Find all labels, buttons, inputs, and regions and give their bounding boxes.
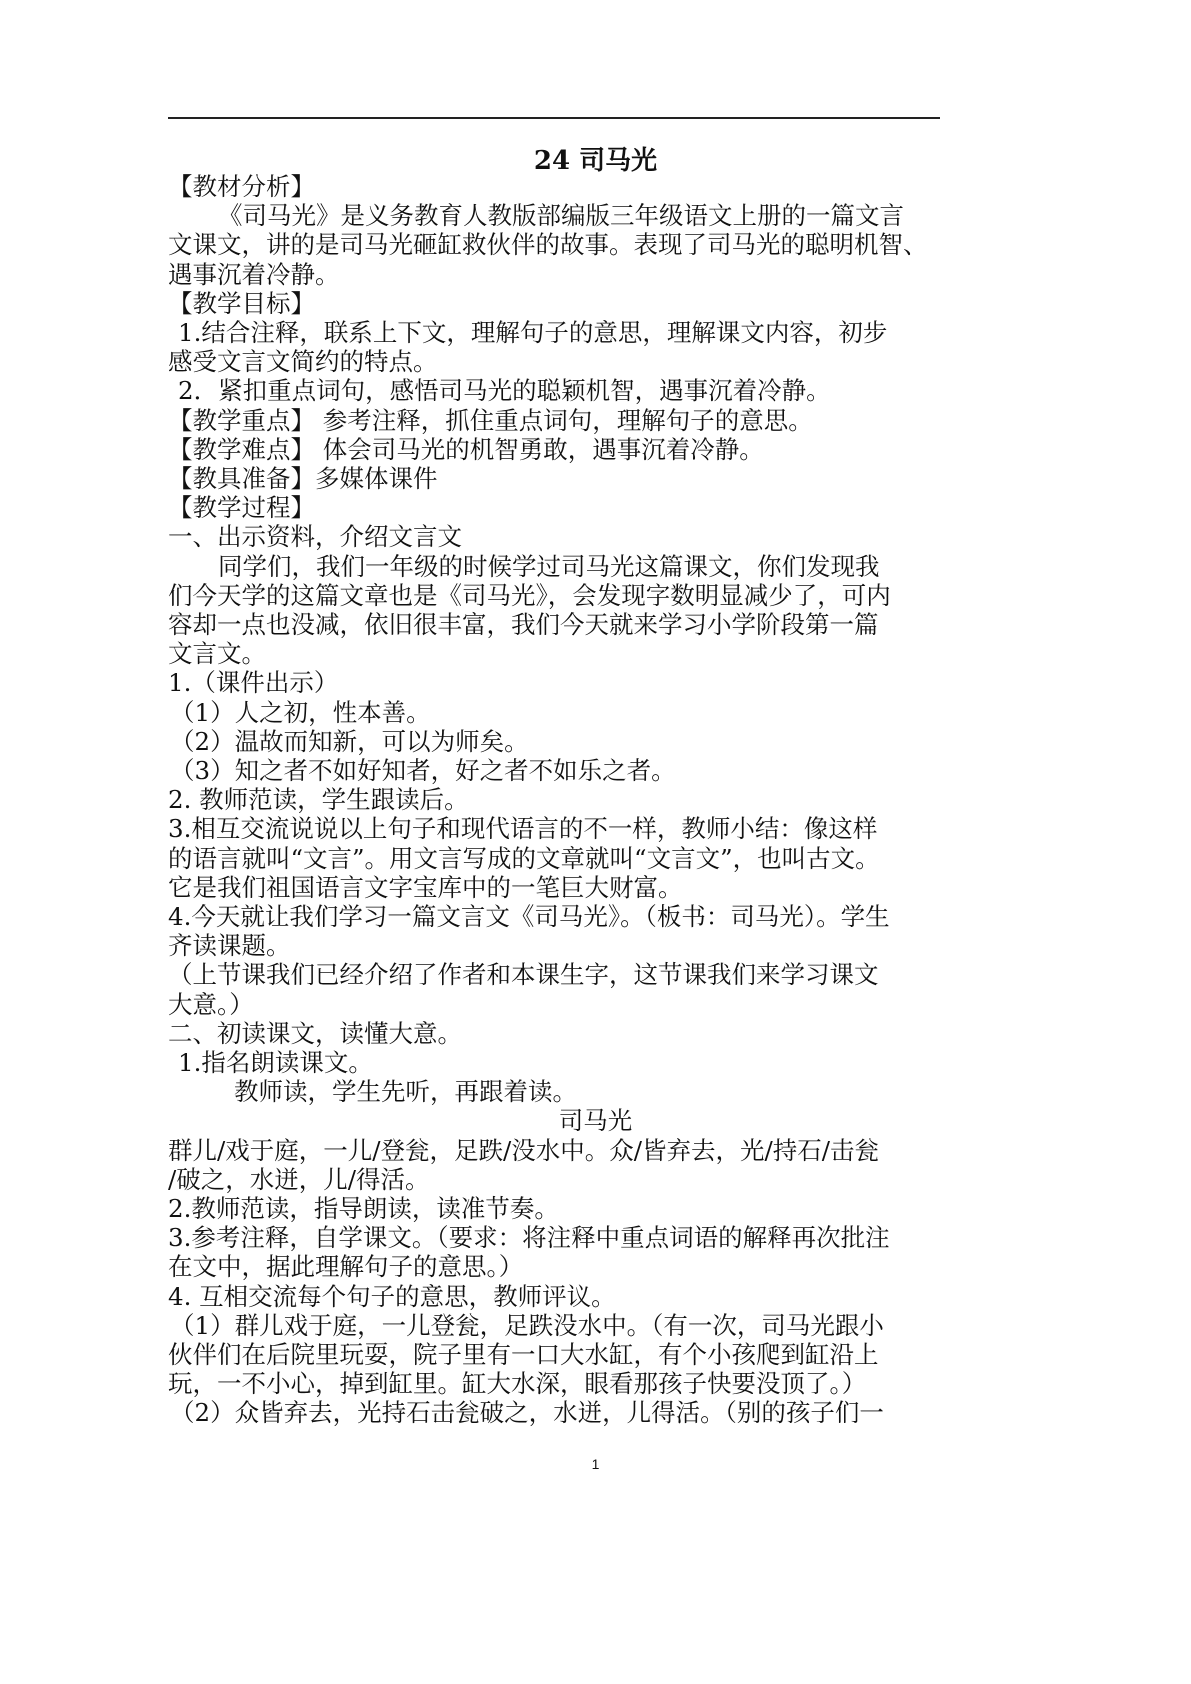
text-line: 遇事沉着冷静。 bbox=[168, 259, 340, 289]
text-line: 一、出示资料，介绍文言文 bbox=[168, 522, 462, 552]
text-line: 【教学难点】 体会司马光的机智勇敢，遇事沉着冷静。 bbox=[168, 434, 764, 464]
text-line: 玩，一不小心，掉到缸里。缸大水深，眼看那孩子快要没顶了。） bbox=[168, 1369, 867, 1399]
text-line: 文课文，讲的是司马光砸缸救伙伴的故事。表现了司马光的聪明机智、 bbox=[168, 230, 928, 260]
text-line: 1.指名朗读课文。 bbox=[178, 1048, 373, 1077]
text-line: （1）群儿戏于庭，一儿登瓮，足跌没水中。（有一次，司马光跟小 bbox=[170, 1310, 884, 1340]
text-line: 在文中，据此理解句子的意思。） bbox=[168, 1252, 524, 1282]
document-title: 24 司马光 bbox=[533, 146, 658, 176]
text-line: （上节课我们已经介绍了作者和本课生字，这节课我们来学习课文 bbox=[168, 960, 879, 990]
text-line: /破之，水迸，儿/得活。 bbox=[168, 1164, 430, 1194]
text-line: 同学们，我们一年级的时候学过司马光这篇课文，你们发现我 bbox=[218, 551, 880, 581]
text-line: 二、初读课文，读懂大意。 bbox=[168, 1018, 462, 1048]
text-line: （3）知之者不如好知者，好之者不如乐之者。 bbox=[170, 756, 676, 785]
text-line: 伙伴们在后院里玩耍，院子里有一口大水缸，有个小孩爬到缸沿上 bbox=[168, 1340, 879, 1369]
text-line: 感受文言文简约的特点。 bbox=[168, 347, 438, 377]
page-number: 1 bbox=[591, 1456, 600, 1472]
text-line: 2. 教师范读，学生跟读后。 bbox=[168, 785, 469, 815]
text-line: 2．紧扣重点词句，感悟司马光的聪颖机智，遇事沉着冷静。 bbox=[178, 376, 831, 406]
header-rule bbox=[168, 117, 940, 119]
text-line: 齐读课题。 bbox=[168, 931, 291, 961]
text-subheading: 司马光 bbox=[558, 1106, 633, 1136]
text-line: （2）众皆弃去，光持石击瓮破之，水迸，儿得活。（别的孩子们一 bbox=[170, 1398, 884, 1428]
text-line: 【教学目标】 bbox=[168, 288, 315, 318]
text-line: 们今天学的这篇文章也是《司马光》，会发现字数明显减少了，可内 bbox=[168, 580, 891, 610]
text-line: 4.今天就让我们学习一篇文言文《司马光》。（板书：司马光）。学生 bbox=[168, 902, 890, 931]
text-line: 4. 互相交流每个句子的意思，教师评议。 bbox=[168, 1281, 616, 1311]
text-line: 群儿/戏于庭，一儿/登瓮，足跌/没水中。众/皆弃去，光/持石/击瓮 bbox=[168, 1135, 880, 1165]
text-line: 容却一点也没减，依旧很丰富，我们今天就来学习小学阶段第一篇 bbox=[168, 610, 879, 639]
text-line: 【教学重点】 参考注释，抓住重点词句，理解句子的意思。 bbox=[168, 405, 813, 435]
text-line: 1.结合注释，联系上下文，理解句子的意思，理解课文内容，初步 bbox=[178, 318, 888, 347]
text-line: 【教具准备】多媒体课件 bbox=[168, 464, 438, 493]
text-line: 教师读，学生先听，再跟着读。 bbox=[234, 1077, 577, 1107]
text-line: 3.参考注释，自学课文。（要求：将注释中重点词语的解释再次批注 bbox=[168, 1223, 890, 1253]
text-line: 它是我们祖国语言文字宝库中的一笔巨大财富。 bbox=[168, 872, 683, 902]
text-line: （2）温故而知新，可以为师矣。 bbox=[170, 726, 529, 756]
text-line: 《司马光》是义务教育人教版部编版三年级语文上册的一篇文言 bbox=[218, 201, 904, 231]
text-line: 2.教师范读，指导朗读，读准节奏。 bbox=[168, 1194, 559, 1223]
text-line: 文言文。 bbox=[168, 639, 266, 669]
text-line: 1.（课件出示） bbox=[168, 668, 339, 698]
text-line: 【教材分析】 bbox=[168, 172, 315, 201]
text-line: 的语言就叫“文言”。用文言写成的文章就叫“文言文”，也叫古文。 bbox=[168, 843, 880, 873]
text-line: 3.相互交流说说以上句子和现代语言的不一样，教师小结：像这样 bbox=[168, 814, 878, 844]
text-line: 大意。） bbox=[168, 989, 254, 1019]
text-line: （1）人之初，性本善。 bbox=[170, 697, 431, 727]
text-line: 【教学过程】 bbox=[168, 493, 315, 523]
